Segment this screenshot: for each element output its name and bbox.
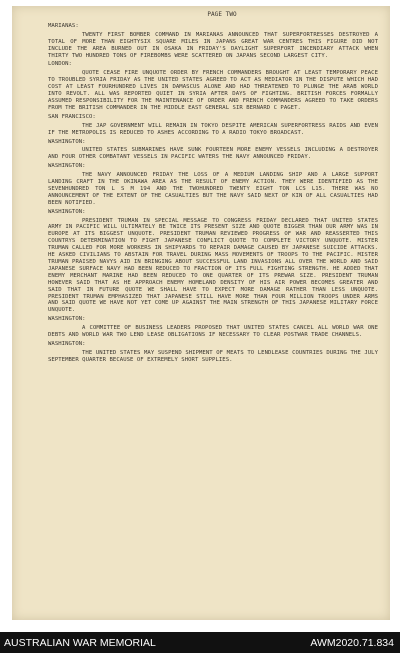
news-item-london xyxy=(48,61,378,111)
news-text: PRESIDENT TRUMAN IN SPECIAL MESSAGE TO CONGRESS FRIDAY DECLARED THAT UNITED STATES ARMY IN PACIFIC WILL ULTIMATELY BE TWICE ITS PRESENT SIZE AND QUOTE BIGGER THAN OUR ARMY WAS IN EUROPE AT ITS BIGGEST UNQUOTE. PRESIDENT TRUMAN REVIEWED PROGRESS OF WAR AND REASSERTED THIS COUNTRYS DETERMINATION TO FIGHT JAPANESE CONFLICT QUOTE TO COMPLETE VICTORY UNQUOTE. MISTER TRUMAN CALLED FOR MORE WORKERS IN SHIPYARDS TO REPAIR DAMAGE CAUSED BY JAPANESE SUICIDE ATTACKS. HE ASKED CIVILIANS TO ABSTAIN FOR TRAVEL DURING MASS MOVEMENTS OF TROOPS TO THE PACIFIC. MISTER TRUMAN PRAISED NAVYS AID IN BRINGING ABOUT SUCCESSFUL LAND INVASIONS ALL OVER THE WORLD AND SAID JAPANESE SURFACE NAVY HAD BEEN REDUCED TO FRACTION OF ITS FULL FIGHTING STRENGTH. HE ADDED THAT ENEMY MERCHANT MARINE HAD BEEN REDUCED TO ONE QUARTER OF ITS PREWAR SIZE. PRESIDENT TRUMAN HOWEVER SAID THAT AS HE APPROACH ENEMY HOMELAND DENSITY OF HIS AIR POWER BECOMES GREATER AND SAID THAT IN FUTURE QUOTE WE SHALL HAVE TO EXPECT MORE DAMAGE RATHER THAN LESS UNQUOTE. PRESIDENT TRUMAN EMPHASIZED THAT JAPANESE STILL HAVE MORE THAN FOUR MILLION TROOPS UNDER ARMS AND SAID QUOTE WE HAVE NOT YET COME UP AGAINST THE MAIN STRENGTH OF THIS JAPANESE MILITARY FORCE UNQUOTE. xyxy=(48,217,378,314)
news-item-washington-meats xyxy=(48,341,378,364)
accession-number: AWM2020.71.834 xyxy=(310,637,394,649)
document-content xyxy=(48,12,378,366)
news-text: QUOTE CEASE FIRE UNQUOTE ORDER BY FRENCH COMMANDERS BROUGHT AT LEAST TEMPORARY PEACE TO TROUBLED SYRIA FRIDAY AS THE UNITED STATES AGREED TO ACT AS MEDIATOR IN THE DISPUTE WHICH HAD COST AT LEAST FOURHUNDRED LIVES IN DAMASCUS ALONE AND HAD THREATENED TO PLUNGE THE ARAB WORLD INTO REVOLT. ALL WAS REPORTED QUIET IN SYRIA AFTER DAYS OF FIGHTING. BRITISH FORCES FORMALLY ASSUMED RESPONSIBILITY FOR THE MAINTENANCE OF ORDER AND FRENCH COMMANDERS AGREED TO TAKE ORDERS FROM THE BRITISH COMMANDER IN THE MIDDLE EAST GENERAL SIR BERNARD C PAGET. xyxy=(48,70,378,111)
news-item-san-francisco xyxy=(48,114,378,137)
news-item-marianas xyxy=(48,23,378,60)
dateline: WASHINGTON: xyxy=(48,340,86,347)
dateline: WASHINGTON: xyxy=(48,138,86,145)
news-item-washington-navy-loss xyxy=(48,163,378,206)
news-text: A COMMITTEE OF BUSINESS LEADERS PROPOSED THAT UNITED STATES CANCEL ALL WORLD WAR ONE DEBTS AND WORLD WAR TWO LEND LEASE OBLIGATIONS IF NECESSARY TO CLEAR POSTWAR TRADE CHANNELS. xyxy=(48,325,378,339)
dateline: LONDON: xyxy=(48,61,72,68)
document-page xyxy=(12,6,390,620)
news-text: THE JAP GOVERNMENT WILL REMAIN IN TOKYO DESPITE AMERICAN SUPERFORTRESS RAIDS AND EVEN IF THE METROPOLIS IS REDUCED TO ASHES ACCORDING TO A RADIO TOKYO BROADCAST. xyxy=(48,122,378,136)
page-title: PAGE TWO xyxy=(207,11,237,18)
dateline: WASHINGTON: xyxy=(48,163,86,170)
dateline: WASHINGTON: xyxy=(48,316,86,323)
news-text: THE NAVY ANNOUNCED FRIDAY THE LOSS OF A MEDIUM LANDING SHIP AND A LARGE SUPPORT LANDING CRAFT IN THE OKINAWA AREA AS THE RESULT OF ENEMY ACTION. THEY WERE IDENTIFIED AS THE SEVENHUNDRED TON L S M 194 AND THE TWOHUNDRED TWENTY EIGHT TON LCS L15. THERE WAS NO ANNOUNCEMENT OF THE EXTENT OF THE CASUALTIES BUT THE NAVY SAID NEXT OF KIN OF ALL CASUALTIES HAD BEEN NOTIFIED. xyxy=(48,172,378,206)
dateline: MARIANAS: xyxy=(48,22,79,29)
news-text: UNITED STATES SUBMARINES HAVE SUNK FOURTEEN MORE ENEMY VESSELS INCLUDING A DESTROYER AND FOUR OTHER COMBATANT VESSELS IN PACIFIC WATERS THE NAVY ANNOUNCED FRIDAY. xyxy=(48,147,378,161)
news-text: TWENTY FIRST BOMBER COMMAND IN MARIANAS ANNOUNCED THAT SUPERFORTRESSES DESTROYED A TOTAL OF MORE THAN EIGHTYSIX SQUARE MILES IN JAPANS GREAT WAR CENTRES THIS FIGURE DID NOT INCLUDE THE AREA BURNED OUT IN OSAKA IN FRIDAY'S DAYLIGHT SUPERFORT INCENDIARY ATTACK WHEN THIRTY TWO HUNDRED TONS OF FIREBOMBS WERE SCATTERED ON JAPANS SECOND LARGEST CITY. xyxy=(48,31,378,59)
dateline: WASHINGTON: xyxy=(48,208,86,215)
news-item-washington-debts xyxy=(48,316,378,339)
news-item-washington-truman xyxy=(48,209,378,315)
news-item-washington-submarines xyxy=(48,139,378,162)
footer-bar xyxy=(0,632,400,653)
dateline: SAN FRANCISCO: xyxy=(48,113,96,120)
news-text: THE UNITED STATES MAY SUSPEND SHIPMENT OF MEATS TO LENDLEASE COUNTRIES DURING THE JULY SEPTEMBER QUARTER BECAUSE OF EXTREMELY SHORT SUPPLIES. xyxy=(48,349,378,363)
institution-name: AUSTRALIAN WAR MEMORIAL xyxy=(4,637,156,649)
